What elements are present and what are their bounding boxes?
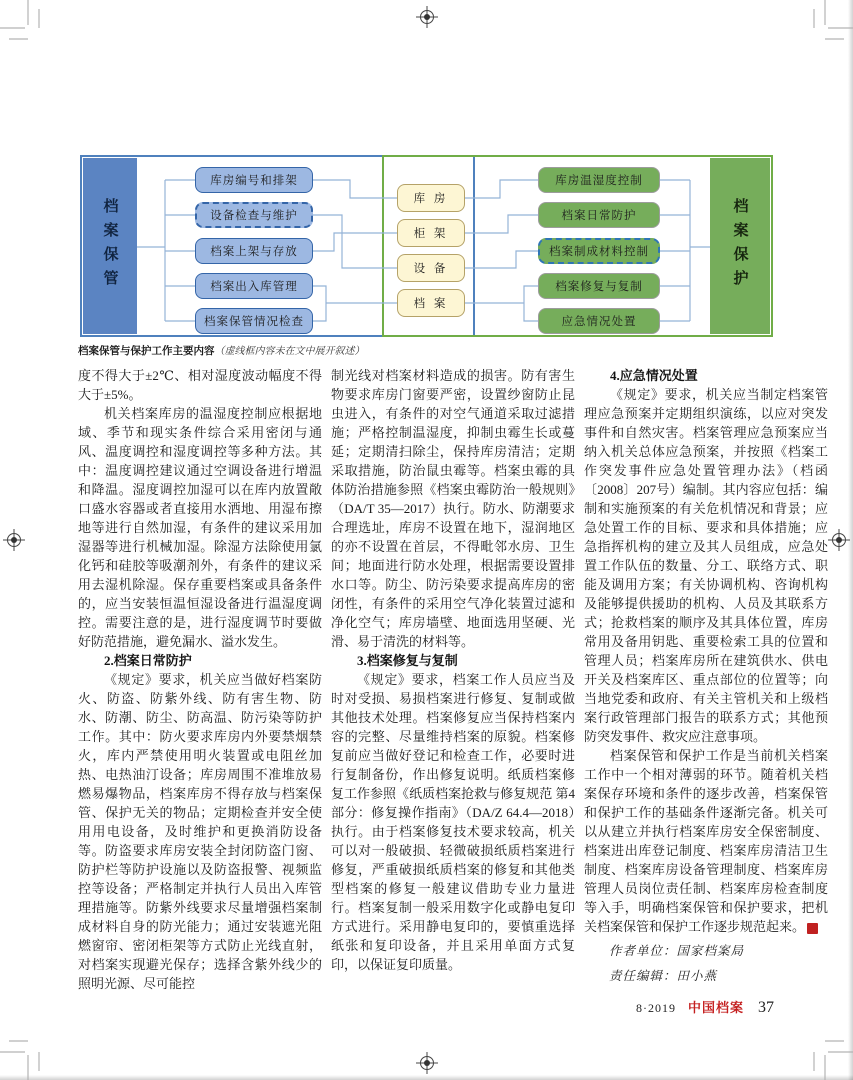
node-emergency-handling: 应急情况处置 [538, 308, 660, 334]
paragraph-protection-continued: 制光线对档案材料造成的损害。防有害生物要求库房门窗要严密，设置纱窗防止昆虫进入，有条件的对空气通道采取过滤措施；严格控制温湿度，抑制虫霉生长或蔓延；定期清扫除尘，保持库房清洁；定期采取措施，防治鼠虫霉等。档案虫霉的具体防治措施参照《档案虫霉防治一般规则》（DA/T 35—2017）执行。防水、防潮要求合理选址，库房不设置在地下，湿润地区的亦不设置在首层，不得毗邻水房、卫生间；地面进行防水处理，根据需要设置排水口等。防尘、防污染要求提高库房的密闭性，有条件的采用空气净化装置过滤和净化空气；库房墙壁、地面选用坚硬、光滑、易于清洗的材料等。 [331, 368, 575, 649]
paragraph-repair-duplication: 《规定》要求，档案工作人员应当及时对受损、易损档案进行修复、复制或做其他技术处理。档案修复应当保持档案内容的完整、尽量维持档案的原貌。档案修复前应当做好登记和检查工作，必要时进行复制备份，作出修复说明。纸质档案修复工作参照《纸质档案抢救与修复规范 第4部分：修复操作指南》（DA/Z 64.4—2018）执行。由于档案修复技术要求较高，机关可以对一般破损、轻微破损纸质档案进行修复，严重破损纸质档案的修复和其他类型档案的修复一般建议借助专业力量进行。档案复制一般采用数字化或静电复印方式进行。采用静电复印的，要慎重选择纸张和复印设备，并且采用单面方式复印，以保证复印质量。 [331, 672, 575, 972]
scan-edge-right [848, 0, 853, 1080]
scan-edge-bottom [0, 1075, 853, 1080]
node-cabinets: 柜 架 [397, 219, 465, 247]
issue-number: 8·2019 [635, 1001, 676, 1015]
conclusion-text: 档案保管和保护工作是当前机关档案工作中一个相对薄弱的环节。随着机关档案保存环境和条件的逐步改善，档案保管和保护工作的基础条件逐渐完备。机关可以从建立并执行档案库房安全保密制度、档案进出库登记制度、档案库房清洁卫生制度、档案库房设备管理制度、档案库房管理人员岗位责任制、档案库房检查制度等入手，明确档案保管和保护要求，把机关档案保管和保护工作逐步规范起来。 [584, 748, 828, 934]
archive-keeping-protection-diagram [80, 155, 773, 337]
paragraph-emergency-handling: 《规定》要求，机关应当制定档案管理应急预案并定期组织演练，以应对突发事件和自然灾害。档案管理应急预案应当纳入机关总体应急预案，并按照《档案工作突发事件应急处置管理办法》（档函〔2008〕207号）编制。其内容应包括：编制和实施预案的有关危机情况和背景；应急处置工作的目标、要求和具体措施；应急指挥机构的建立及其人员组成，应急处置工作队伍的数量、分工、联络方式、职能及调用方案；有关协调机构、咨询机构及能够提供援助的机构、人员及其联系方式；抢救档案的顺序及其具体位置，库房常用及备用钥匙、重要检索工具的位置和管理人员；档案库房所在建筑供水、供电开关及档案库区、重点部位的位置等；向当地党委和政府、有关主管机关和上级档案行政管理部门报告的联系方式；其他预防突发事件、救灾应注意事项。 [584, 387, 828, 744]
node-keeping-inspection: 档案保管情况检查 [195, 308, 313, 334]
paragraph-temp-humidity: 机关档案库房的温湿度控制应根据地域、季节和现实条件综合采用密闭与通风、温度调控和湿度调控等多种方法。其中：温度调控建议通过空调设备进行增温和降温。湿度调控加湿可以在库内放置敞口盛水容器或者直接用水洒地、用湿布擦地等进行自然加湿，有条件的建议采用加湿器等进行机械加湿。除湿方法除使用氯化钙和硅胶等吸潮剂外，有条件的建议采用去湿机除湿。保存重要档案或具备条件的，应当安装恒温恒湿设备进行温湿度调控。需要注意的是，进行湿度调节时要做好防范措施，避免漏水、溢水发生。 [78, 406, 322, 649]
node-storeroom: 库 房 [397, 184, 465, 212]
node-in-out-management: 档案出入库管理 [195, 273, 313, 299]
paragraph-daily-protection: 《规定》要求，机关应当做好档案防火、防盗、防紫外线、防有害生物、防水、防潮、防尘、防高温、防污染等防护工作。其中：防火要求库房内外要禁烟禁火，库内严禁使用明火装置或电阻丝加热、电热油汀设备；库房周围不准堆放易燃易爆物品，档案库房不得存放与档案保管、保护无关的物品；定期检查并安全使用用电设备，及时维护和更换消防设备等。防盗要求库房安装全封闭防盗门窗、防护栏等防护设施以及防盗报警、视频监控等设备；严格制定并执行人员出入库管理措施等。防紫外线要求尽量增强档案制成材料自身的防光能力；通过安装遮光阻燃窗帘、密闭柜架等方式防止光线直射，对档案实现避光保存；选择含紫外线少的照明光源、尽可能控 [78, 672, 322, 991]
figure-caption-note: （虚线框内容未在文中展开叙述） [214, 346, 365, 357]
node-storeroom-numbering: 库房编号和排架 [195, 167, 313, 193]
paragraph-continuation: 度不得大于±2℃、相对湿度波动幅度不得大于±5%。 [78, 368, 322, 402]
figure-caption [78, 341, 768, 359]
node-daily-protection: 档案日常防护 [538, 202, 660, 228]
panel-archive-protection: 档案保护 [710, 158, 770, 334]
paragraph-conclusion [584, 746, 843, 936]
node-repair-duplication: 档案修复与复制 [538, 273, 660, 299]
node-material-control: 档案制成材料控制 [538, 238, 660, 264]
responsible-editor: 责任编辑：田小燕 [609, 969, 718, 983]
column-middle [331, 366, 575, 974]
heading-emergency-handling: 4.应急情况处置 [610, 368, 698, 383]
magazine-logo: 中国档案 [687, 1000, 744, 1015]
node-equipment-check: 设备检查与维护 [195, 202, 313, 228]
author-affiliation: 作者单位：国家档案局 [609, 944, 745, 958]
page-number: 37 [758, 999, 774, 1016]
figure-caption-title: 档案保管与保护工作主要内容 [78, 345, 215, 357]
heading-repair-duplication: 3.档案修复与复制 [357, 653, 458, 668]
panel-archive-keeping: 档案保管 [83, 158, 137, 334]
node-shelving-storage: 档案上架与存放 [195, 238, 313, 264]
node-temp-humidity-control: 库房温湿度控制 [538, 167, 660, 193]
column-right [584, 366, 843, 986]
article-end-mark: 档 [807, 923, 818, 934]
page-footer [584, 997, 774, 1017]
column-left [78, 366, 322, 993]
node-equipment: 设 备 [397, 254, 465, 282]
node-archives: 档 案 [397, 289, 465, 317]
heading-daily-protection: 2.档案日常防护 [104, 653, 192, 668]
